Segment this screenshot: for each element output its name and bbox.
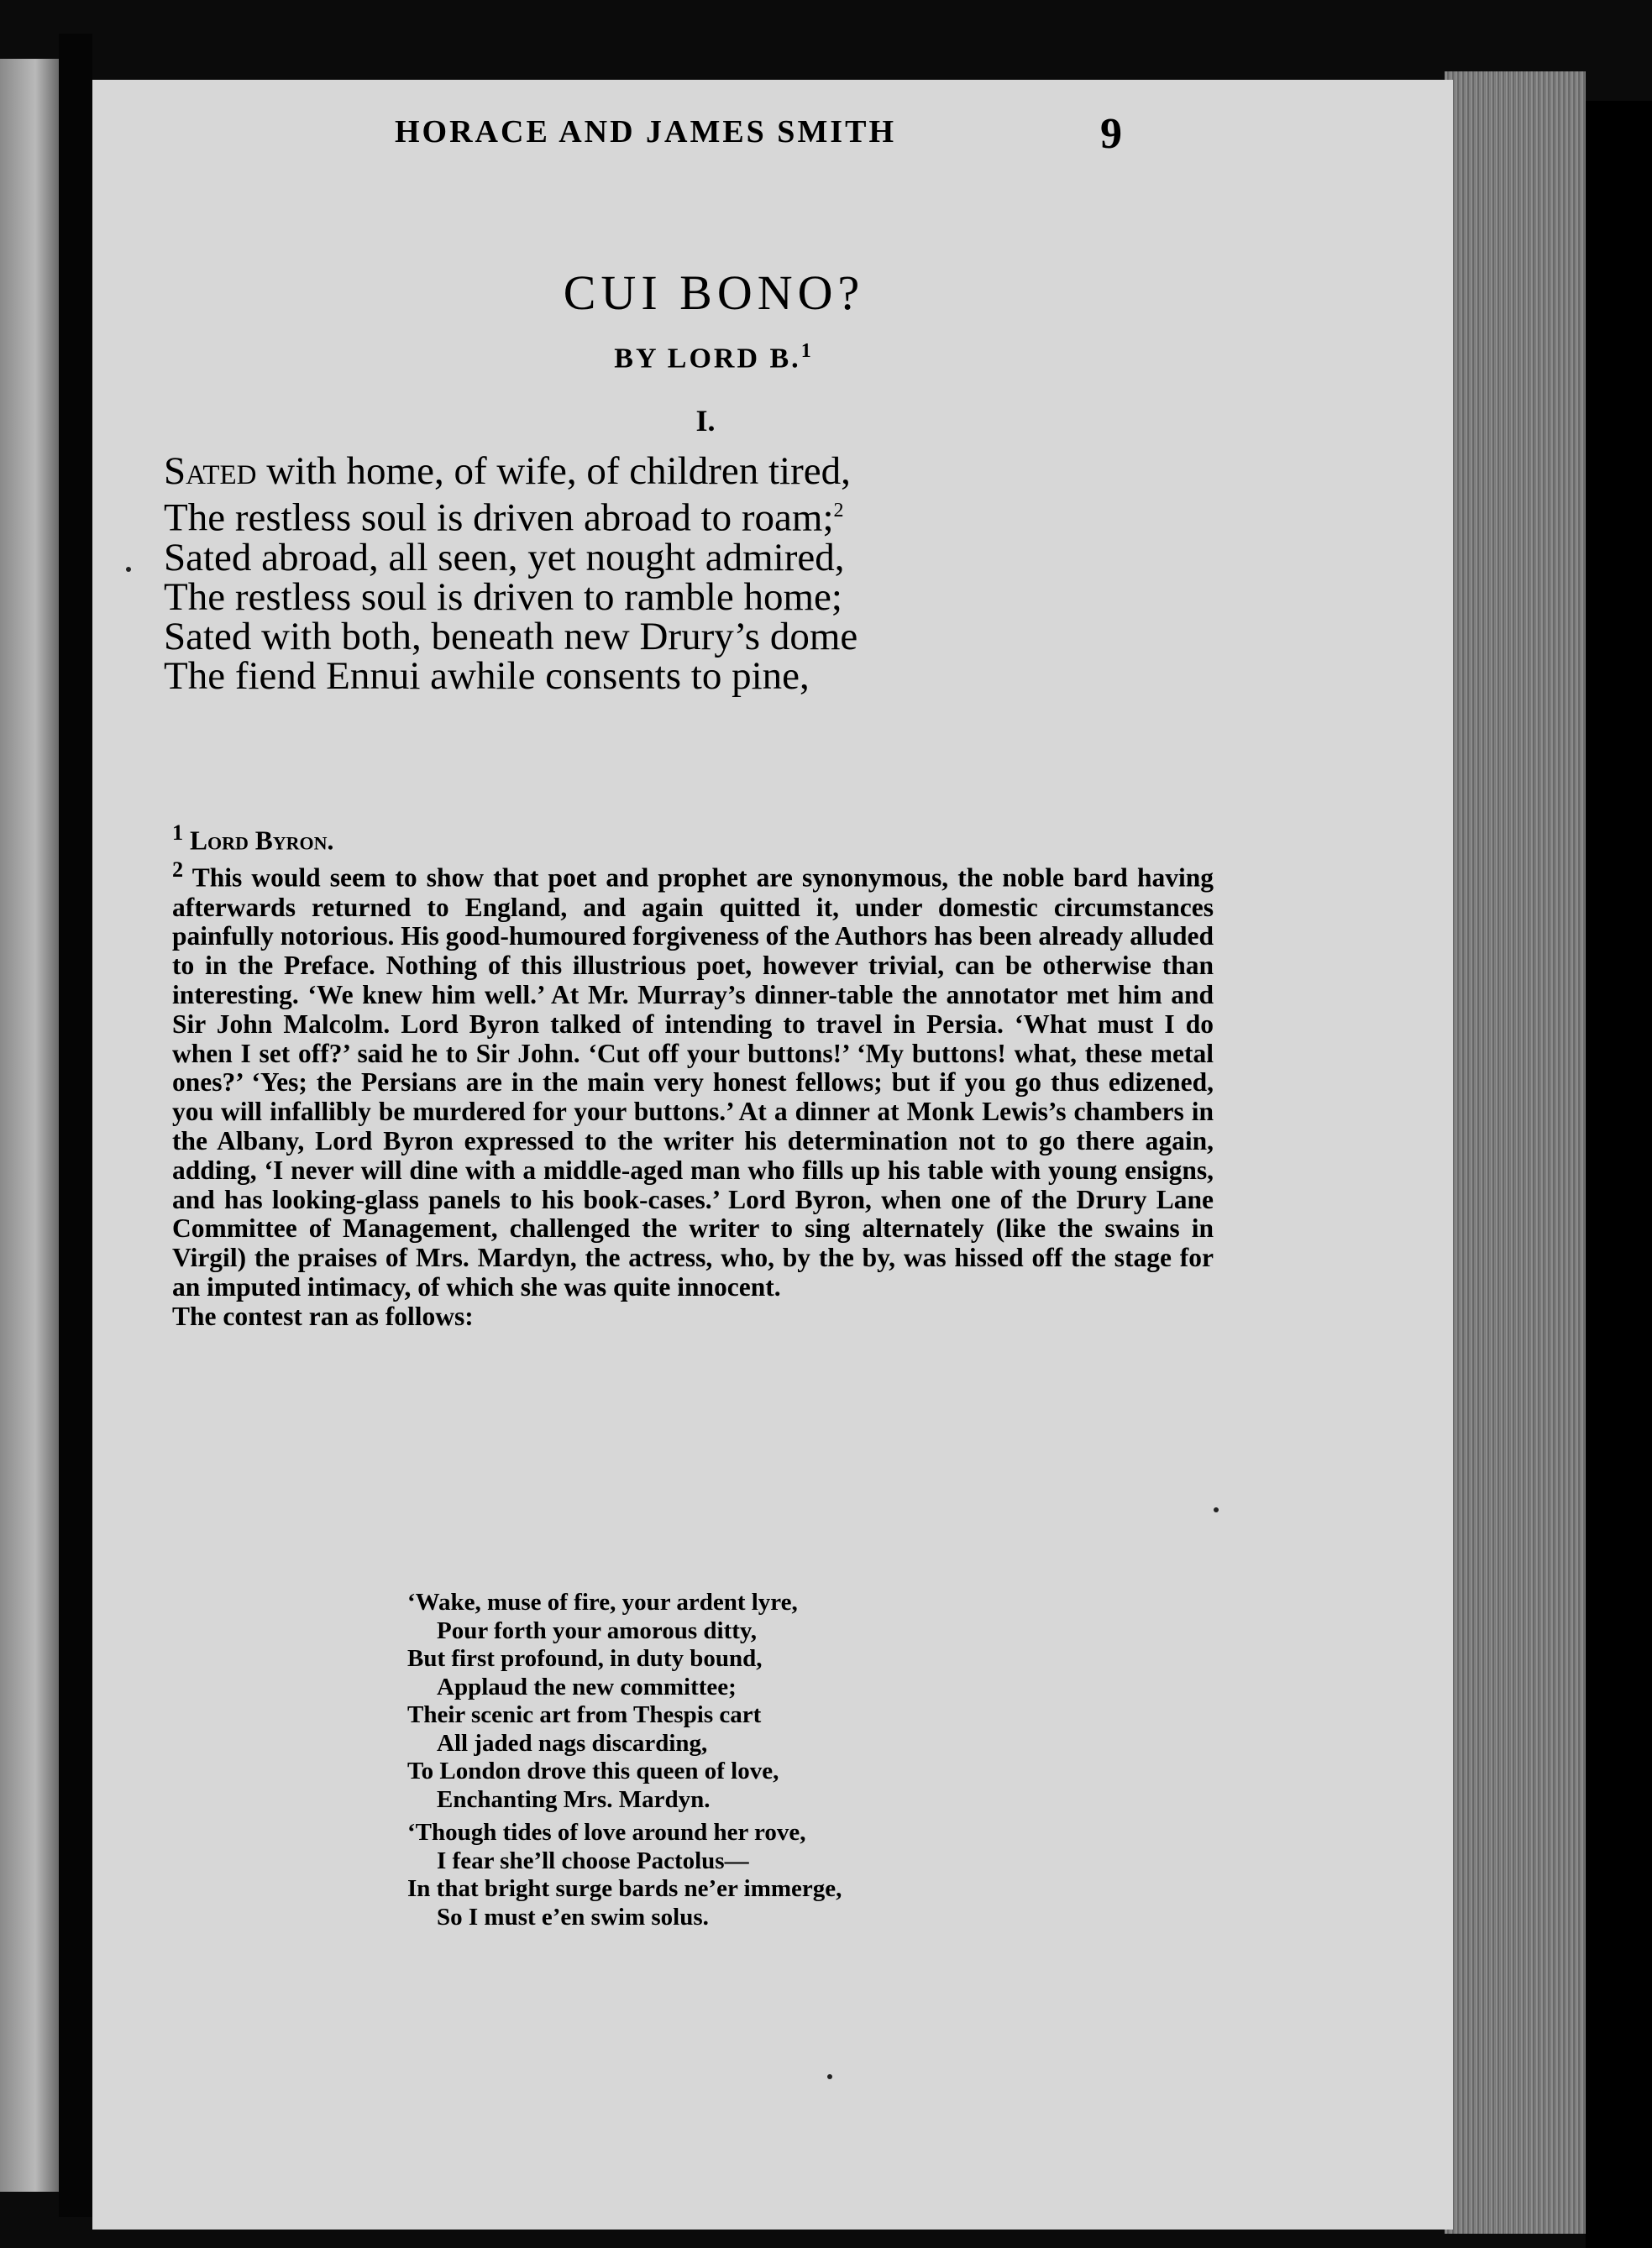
verse-line: Applaud the new committee; — [437, 1673, 737, 1700]
scan-border — [1586, 101, 1652, 2248]
drop-word: Sated — [164, 449, 257, 493]
verse-line: Enchanting Mrs. Mardyn. — [437, 1785, 711, 1813]
facing-page-edge — [0, 59, 59, 2192]
verse-stanza-1 — [407, 1589, 1046, 1814]
poem-line — [164, 449, 1130, 493]
footnote-mark: 1 — [172, 820, 184, 845]
footnote-1 — [139, 819, 1214, 856]
stanza-number: I. — [695, 404, 716, 438]
book-gutter — [59, 34, 92, 2217]
contest-intro: The contest ran as follows: — [172, 1301, 474, 1331]
verse-line: Pour forth your amorous ditty, — [437, 1617, 758, 1644]
footnote-mark: 2 — [172, 857, 184, 883]
byline — [512, 340, 915, 375]
scan-speck — [126, 567, 131, 572]
verse-line: In that bright surge bards ne’er immerge, — [407, 1875, 842, 1902]
poem-line-text: with home, of wife, of children tired, — [256, 449, 851, 493]
footnote-2 — [139, 856, 1214, 1302]
page-stack-edge — [1445, 71, 1586, 2234]
verse-line: ‘Wake, muse of fire, your ardent lyre, — [407, 1589, 798, 1616]
poem-title: CUI BONO? — [563, 265, 865, 320]
running-head: HORACE AND JAMES SMITH — [395, 114, 896, 149]
verse-stanza-2 — [407, 1819, 1046, 1931]
poem-line: The restless soul is driven to ramble home; — [164, 574, 842, 619]
verse-line: To London drove this queen of love, — [407, 1758, 779, 1784]
poem-line — [164, 491, 1130, 538]
verse-line: I fear she’ll choose Pactolus— — [437, 1847, 749, 1874]
page-number: 9 — [1100, 110, 1122, 158]
poem-line: The fiend Ennui awhile consents to pine, — [164, 653, 810, 698]
verse-line: So I must e’en swim solus. — [437, 1903, 709, 1931]
poem-line: Sated abroad, all seen, yet nought admired, — [164, 535, 845, 579]
byline-text: BY LORD B. — [614, 343, 801, 375]
scan-speck — [827, 2074, 832, 2079]
footnote-ref-1: 1 — [800, 340, 814, 362]
footnote-text: Lord Byron. — [190, 825, 334, 856]
footnotes — [139, 819, 1214, 1332]
poem-stanza — [164, 449, 1130, 698]
verse-line: All jaded nags discarding, — [437, 1729, 708, 1757]
footnote-ref-2: 2 — [833, 500, 844, 521]
poem-line: Sated with both, beneath new Drury’s dome — [164, 614, 858, 658]
footnote-text: This would seem to show that poet and prophet are synonymous, the noble bard having afterwards returned to England, and again quitted it, under domestic circumstances painfully notorious. His good-humoured forgiveness of the Authors has been already alluded to in the Preface. Nothing of this illustrious poet, however trivial, can be otherwise than interesting. ‘We knew him well.’ At Mr. Murray’s dinner-table the annotator met him and Sir John Malcolm. Lord Byron talked of intending to travel in Persia. ‘What must I do when I set off?’ said he to Sir John. ‘Cut off your buttons!’ ‘My buttons! what, these metal ones?’ ‘Yes; the Persians are in the main very honest fellows; but if you go thus edizened, you will infallibly be murdered for your buttons.’ At a dinner at Monk Lewis’s chambers in the Albany, Lord Byron expressed to the writer his determination not to go there again, adding, ‘I never will dine with a middle-aged man who fills up his table with young ensigns, and has looking-glass panels to his book-cases.’ Lord Byron, when one of the Drury Lane Committee of Management, challenged the writer to sing alternately (like the swains in Virgil) the praises of Mrs. Mardyn, the actress, who, by the by, was hissed off the stage for an imputed intimacy, of which she was quite innocent. — [172, 862, 1214, 1302]
poem-line-text: The restless soul is driven abroad to roam; — [164, 495, 834, 540]
verse-line: Their scenic art from Thespis cart — [407, 1701, 762, 1728]
verse-line: ‘Though tides of love around her rove, — [407, 1819, 806, 1846]
scan-speck — [1214, 1507, 1219, 1512]
verse-line: But first profound, in duty bound, — [407, 1645, 763, 1672]
